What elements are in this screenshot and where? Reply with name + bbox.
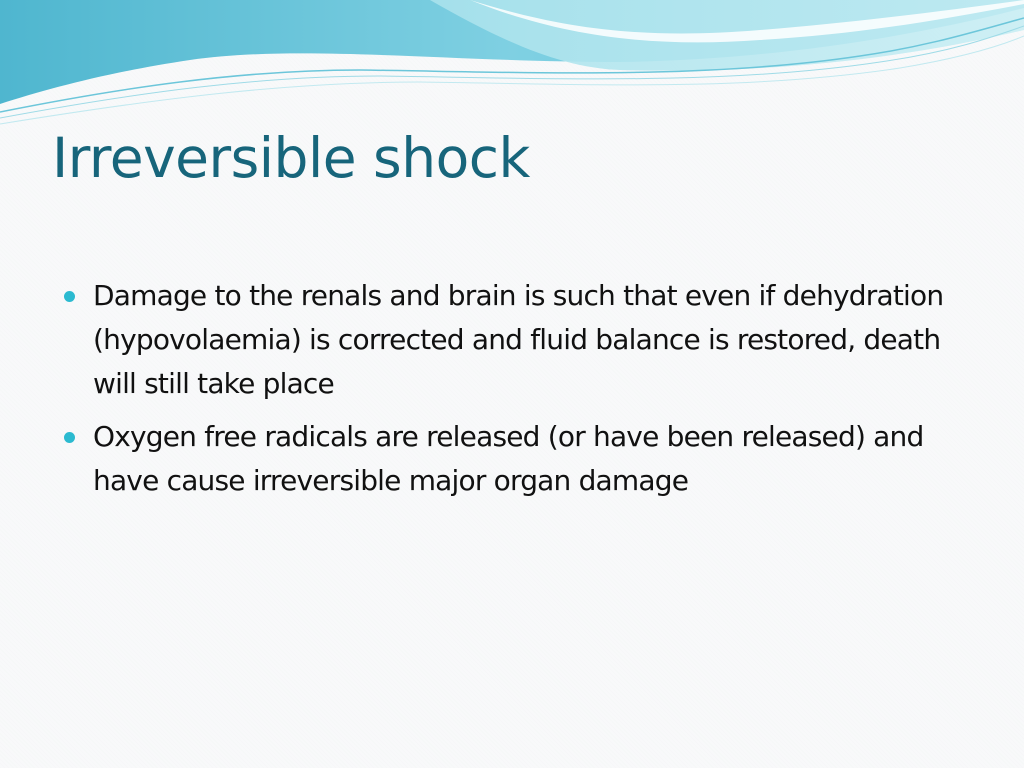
list-item <box>64 274 974 406</box>
list-item <box>64 415 974 503</box>
page-title: Irreversible shock <box>52 126 530 190</box>
bullet-dot-icon <box>64 291 75 302</box>
bullet-dot-icon <box>64 432 75 443</box>
bullet-text: Damage to the renals and brain is such that even if dehydration (hypovolaemia) is corrected and fluid balance is restored, death will still take place <box>93 279 944 400</box>
bullet-list <box>64 274 974 512</box>
bullet-text: Oxygen free radicals are released (or have been released) and have cause irreversible major organ damage <box>93 420 924 497</box>
header-wave-decoration <box>0 0 1024 130</box>
